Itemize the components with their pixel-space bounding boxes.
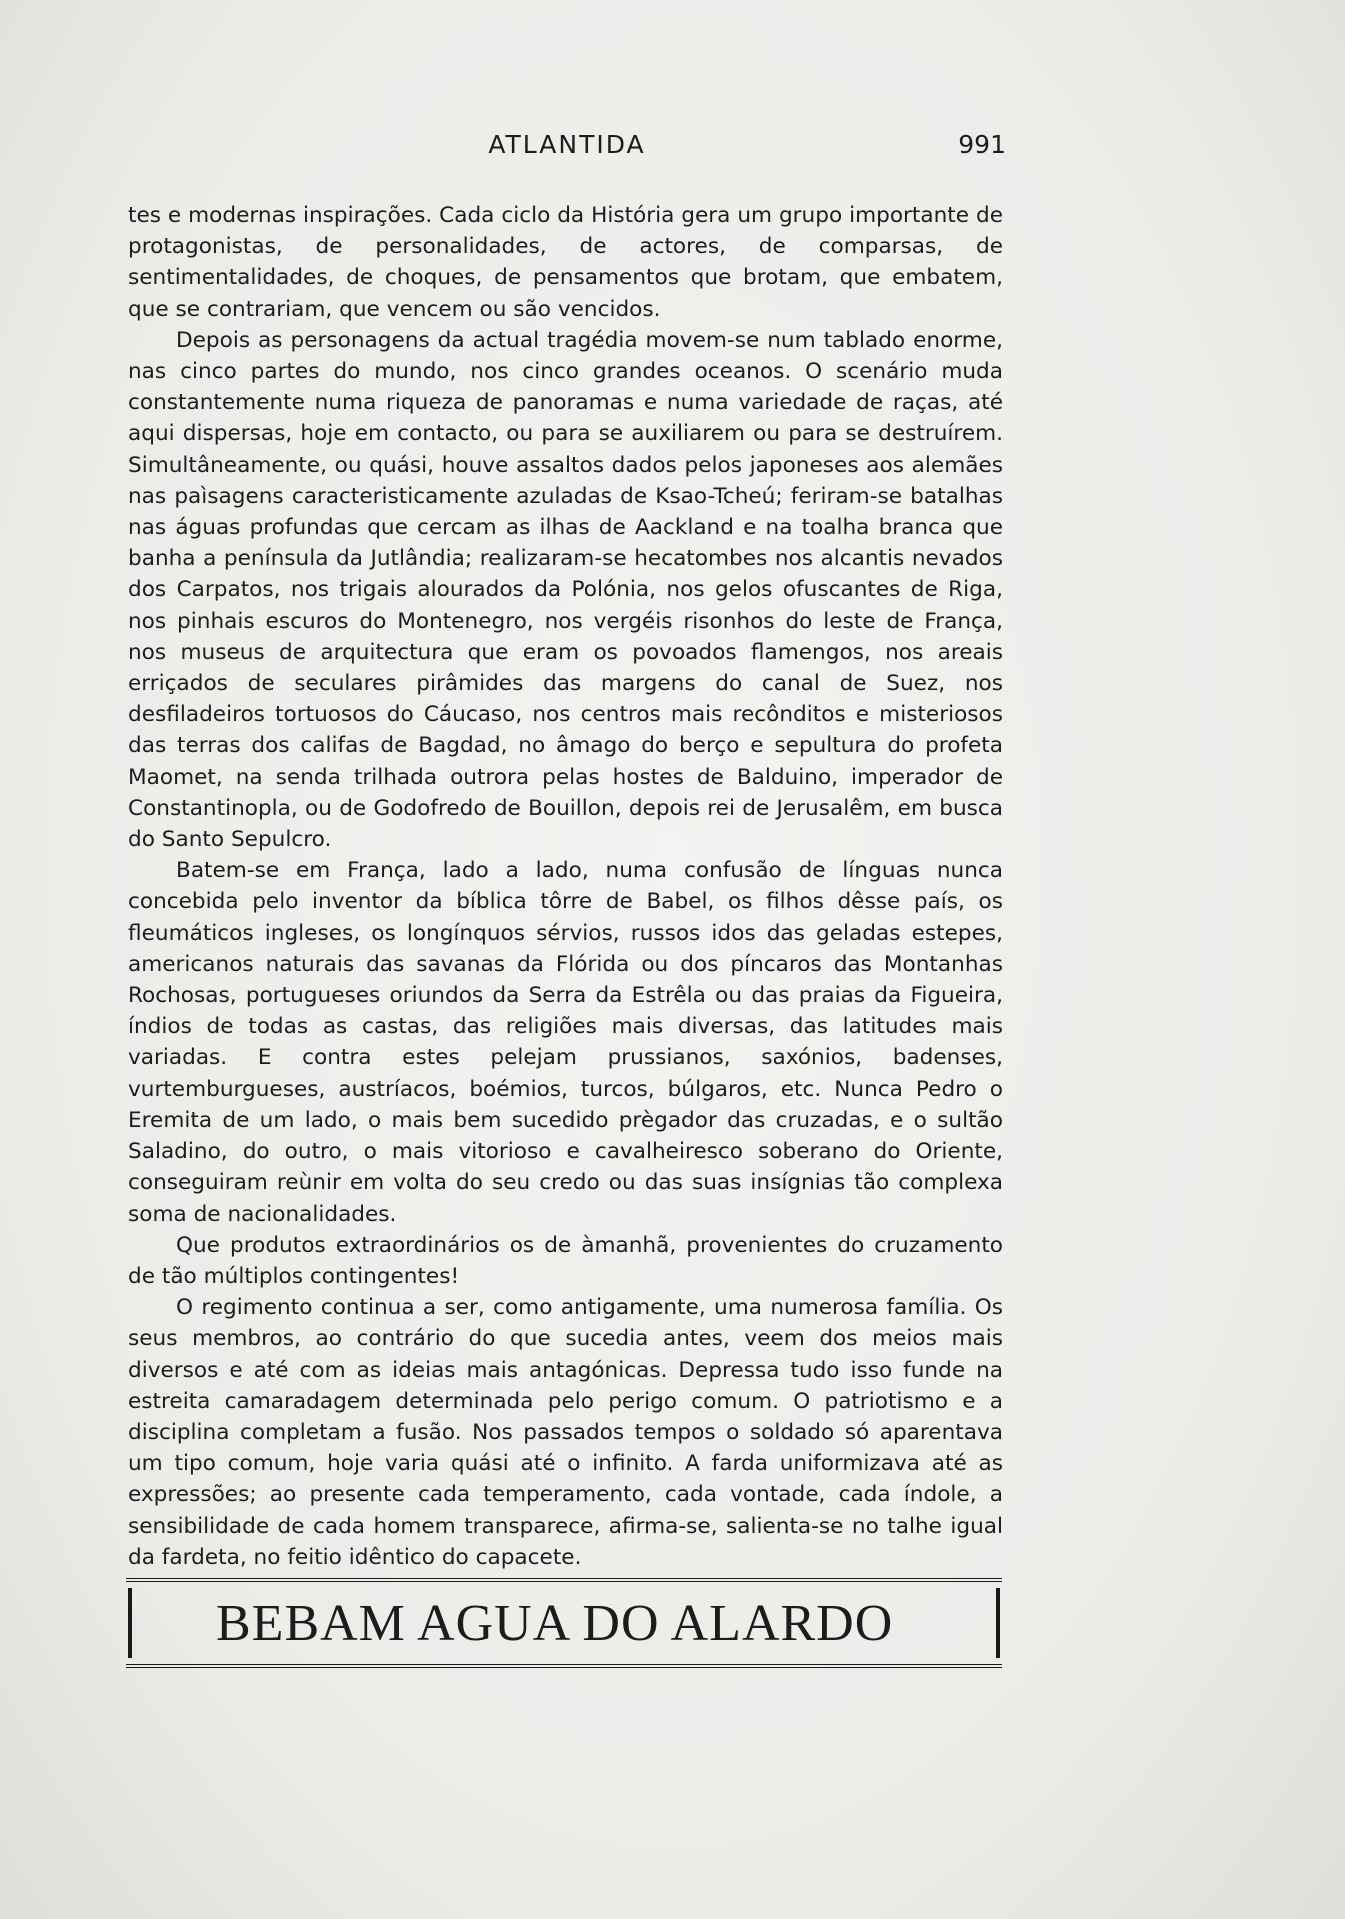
paragraph: Batem-se em França, lado a lado, numa confusão de línguas nunca concebida pelo inventor da bíblica tôrre de Babel, os filhos dêsse país, os fleumáticos ingleses, os longínquos sérvios, russos idos das geladas estepes, americanos naturais das savanas da Flórida ou dos píncaros das Montanhas Rochosas, portugueses oriundos da Serra da Estrêla ou das praias da Figueira, índios de todas as castas, das religiões mais diversas, das latitudes mais variadas. E contra estes pelejam prussianos, saxónios, badenses, vurtemburgueses, austríacos, boémios, turcos, búlgaros, etc. Nunca Pedro o Eremita de um lado, o mais bem sucedido prègador das cruzadas, e o sultão Saladino, do outro, o mais vitorioso e cavalheiresco soberano do Oriente, conseguiram reùnir em volta do seu credo ou das suas insígnias tão complexa soma de nacionalidades. [128,858,1003,1227]
running-title: ATLANTIDA [488,130,646,159]
article-body [128,200,1003,1573]
running-header [128,130,1006,166]
paragraph: tes e modernas inspirações. Cada ciclo da História gera um grupo importante de protagonistas, de personalidades, de actores, de comparsas, de sentimentalidades, de choques, de pensamentos que brotam, que embatem, que se contrariam, que vencem ou são vencidos. [128,203,1003,322]
paragraph: O regimento continua a ser, como antigamente, uma numerosa família. Os seus membros, ao contrário do que sucedia antes, veem dos meios mais diversos e até com as ideias mais antagónicas. Depressa tudo isso funde na estreita camaradagem determinada pelo perigo comum. O patriotismo e a disciplina completam a fusão. Nos passados tempos o soldado só aparentava um tipo comum, hoje varia quási até o infinito. A farda uniformizava até as expressões; ao presente cada temperamento, cada vontade, cada índole, a sensibilidade de cada homem transparece, afirma-se, salienta-se no talhe igual da fardeta, no feitio idêntico do capacete. [128,1295,1003,1570]
ad-left-rule [128,1588,132,1658]
ad-right-rule [996,1588,1000,1658]
paragraph: Depois as personagens da actual tragédia movem-se num tablado enorme, nas cinco partes do mundo, nos cinco grandes oceanos. O scenário muda constantemente numa riqueza de panoramas e numa variedade de raças, até aqui dispersas, hoje em contacto, ou para se auxiliarem ou para se destruírem. Simultâneamente, ou quási, houve assaltos dados pelos japoneses aos alemães nas paìsagens caracteristicamente azuladas de Ksao-Tcheú; feriram-se batalhas nas águas profundas que cercam as ilhas de Aackland e na toalha branca que banha a península da Jutlândia; realizaram-se hecatombes nos alcantis nevados dos Carpatos, nos trigais alourados da Polónia, nos gelos ofuscantes de Riga, nos pinhais escuros do Montenegro, nos vergéis risonhos do leste de França, nos museus de arquitectura que eram os povoados flamengos, nos areais erriçados de seculares pirâmides das margens do canal de Suez, nos desfiladeiros tortuosos do Cáucaso, nos centros mais recônditos e misteriosos das terras dos califas de Bagdad, no âmago do berço e sepultura do profeta Maomet, na senda trilhada outrora pelas hostes de Balduino, imperador de Constantinopla, ou de Godofredo de Bouillon, depois rei de Jerusalêm, em busca do Santo Sepulcro. [128,327,1003,853]
page-number: 991 [958,130,1006,159]
advertisement-text: BEBAM AGUA DO ALARDO [216,1595,894,1652]
paragraph: Que produtos extraordinários os de àmanhã, provenientes do cruzamento de tão múltiplos contingentes! [128,1232,1003,1289]
advertisement-box [126,1578,1002,1668]
